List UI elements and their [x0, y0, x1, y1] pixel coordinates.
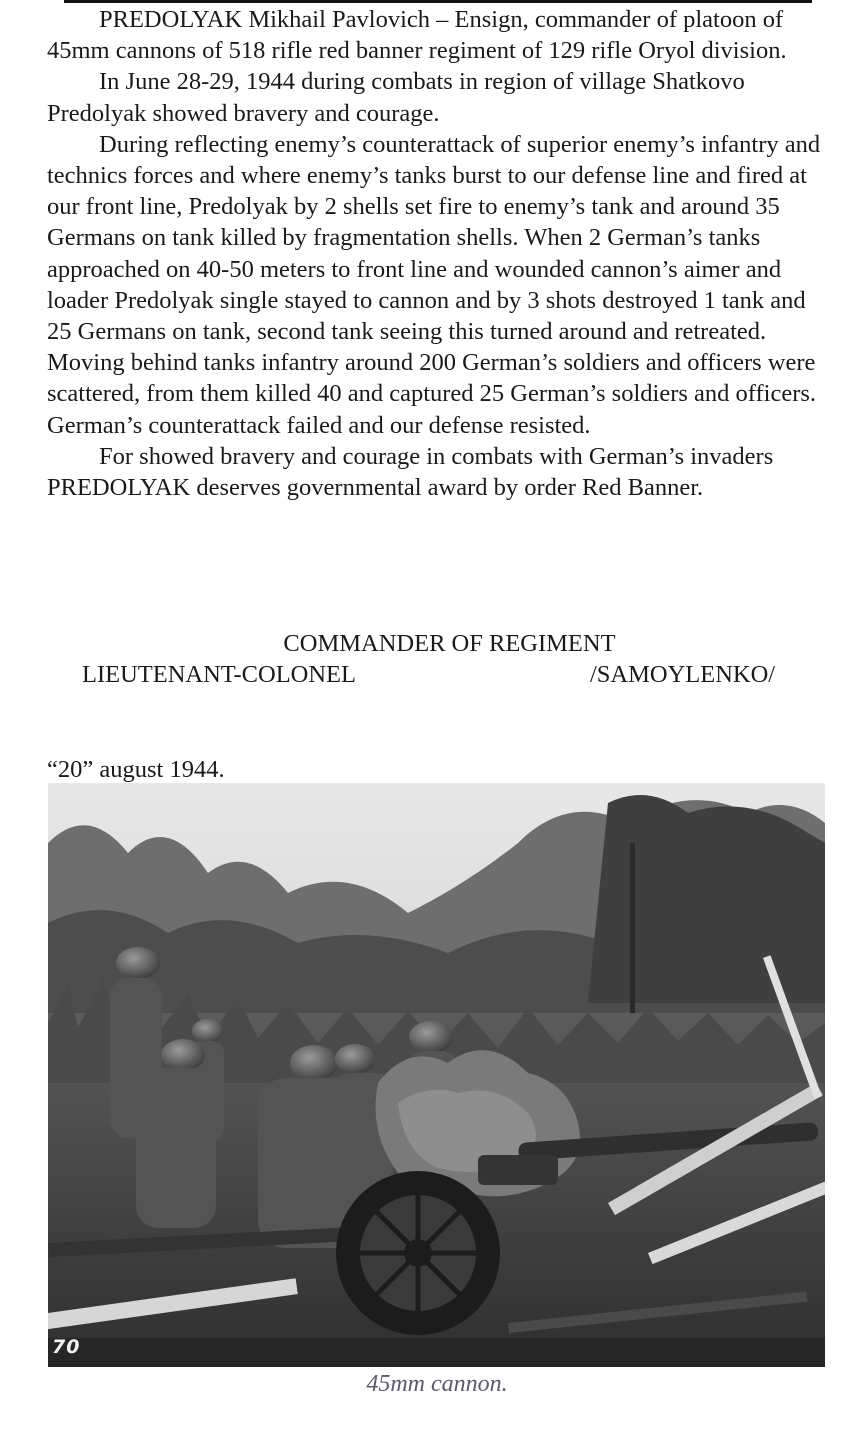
document-date: “20” august 1944.: [47, 756, 225, 783]
signature-rank: LIEUTENANT-COLONEL: [82, 661, 356, 688]
paragraph-award-recommendation: For showed bravery and courage in combats with German’s invaders PREDOLYAK deserves governmental award by order Red Banner.: [47, 442, 774, 502]
signature-name: /SAMOYLENKO/: [590, 661, 776, 688]
award-text: [47, 4, 832, 503]
cannon-crew-photo: [48, 783, 825, 1367]
paragraph-combat-summary: In June 28-29, 1944 during combats in region of village Shatkovo Predolyak showed bravery and courage.: [47, 68, 745, 127]
paragraph-combat-details: During reflecting enemy’s counterattack of superior enemy’s infantry and technics forces and where enemy’s tanks burst to our defense line and fired at our front line, Predolyak by 2 shells set fire to enemy’s tank and around 35 Germans on tank killed by fragmentation shells. When 2 German’s tanks approached on 40-50 meters to front line and wounded cannon’s aimer and loader Predolyak single stayed to cannon and by 3 shots destroyed 1 tank and 25 Germans on tank, second tank seeing this turned around and retreated. Moving behind tanks infantry around 200 German’s soldiers and officers were scattered, from them killed 40 and captured 25 German’s soldiers and officers. German’s counterattack failed and our defense resisted.: [47, 130, 821, 439]
page-number: 70: [52, 1336, 81, 1358]
photo-caption: 45mm cannon.: [366, 1371, 508, 1397]
paragraph-intro: PREDOLYAK Mikhail Pavlovich – Ensign, commander of platoon of 45mm cannons of 518 rifle red banner regiment of 129 rifle Oryol division.: [47, 6, 787, 65]
top-rule: [64, 0, 812, 3]
signature-title: COMMANDER OF REGIMENT: [283, 630, 616, 657]
